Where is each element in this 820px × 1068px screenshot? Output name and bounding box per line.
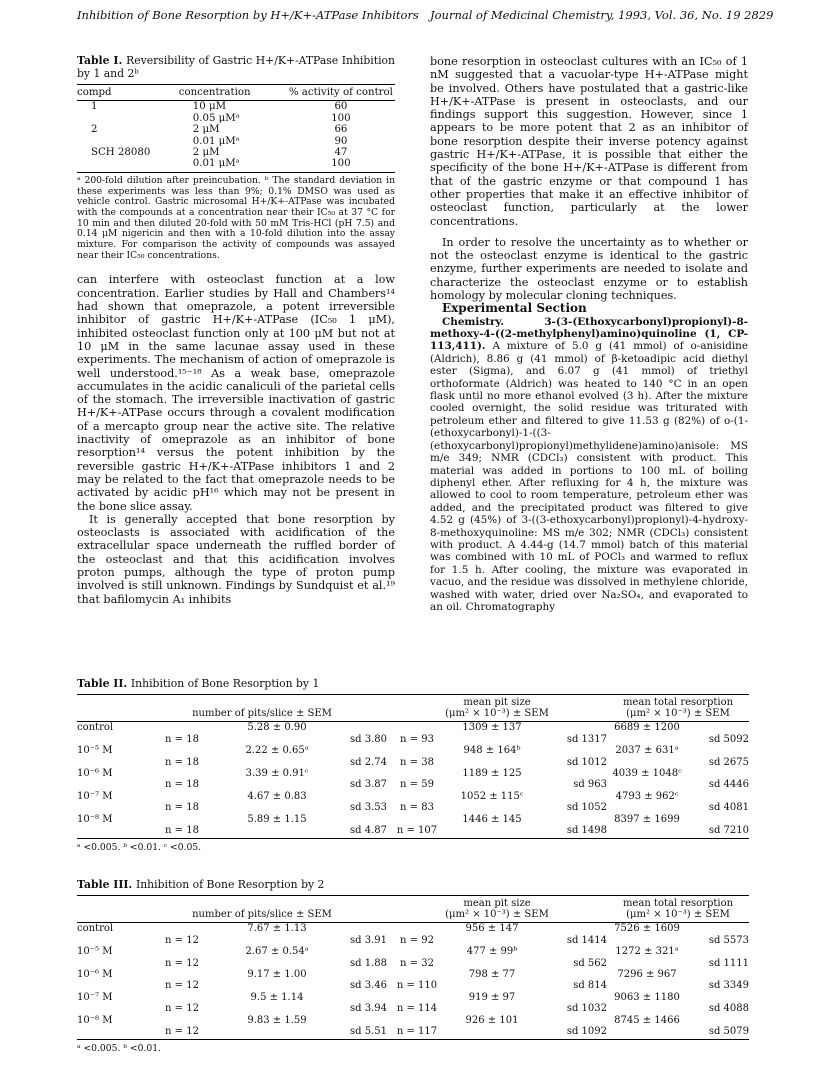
table-cell: 2.67 ± 0.54ᵃ [245, 946, 309, 958]
table2 [77, 694, 749, 840]
table-cell: 1309 ± 137 [462, 722, 522, 734]
table-cell: sd 3.87 [350, 779, 387, 791]
table-cell: sd 1032 [566, 1003, 607, 1015]
table-cell: 4793 ± 962ᶜ [615, 790, 679, 802]
table-cell: n = 12 [165, 957, 199, 969]
table-cell: n = 18 [165, 733, 199, 745]
table-cell: 1272 ± 321ᵃ [615, 946, 679, 958]
table-row [77, 101, 395, 113]
table1-header-row [77, 85, 395, 101]
table3-col-size [387, 895, 607, 923]
table-row [77, 802, 749, 813]
left-column [77, 55, 395, 606]
table-cell: 66 [334, 124, 348, 136]
table-cell: sd 1092 [537, 1026, 607, 1040]
table-cell: n = 93 [400, 733, 434, 745]
table2-col-total-line2: (μm² × 10⁻³) ± SEM [626, 707, 730, 719]
body-paragraph: It is generally accepted that bone resorption by osteoclasts is associated with acidification of the extracellular space underneath the ruffled border of the osteoclast and that this acidification involves proton pumps, although the type of proton pump involved is still unknown. Findings by Sundquist et al.¹⁹ that bafilomycin A₁ inhibits [77, 512, 395, 606]
table3-col-pits: number of pits/slice ± SEM [137, 895, 387, 923]
table-cell: 2 [91, 124, 98, 136]
table2-caption [77, 678, 749, 691]
table-row [77, 113, 395, 124]
table1 [77, 84, 395, 173]
table-cell: sd 5079 [687, 1026, 749, 1040]
table-row [77, 791, 749, 802]
table-cell: 1446 ± 145 [462, 813, 522, 825]
table-cell: 5.89 ± 1.15 [247, 813, 307, 825]
table1-col-compd: compd [77, 85, 179, 101]
table-cell: 926 ± 101 [465, 1014, 519, 1026]
table-cell: sd 3.46 [350, 980, 387, 992]
table-cell: sd 5573 [708, 934, 749, 946]
table-cell: 9.5 ± 1.14 [250, 991, 304, 1003]
table-cell: sd 1052 [566, 802, 607, 814]
table2-footnote: ᵃ <0.005. ᵇ <0.01. ᶜ <0.05. [77, 842, 202, 854]
table-cell: sd 562 [573, 957, 607, 969]
table-cell: 1052 ± 115ᶜ [460, 790, 524, 802]
table-cell: sd 1498 [537, 825, 607, 839]
table-row [77, 958, 749, 969]
dose-label: 10⁻⁶ M [77, 767, 113, 779]
table-cell: n = 18 [165, 756, 199, 768]
table-row [77, 745, 749, 756]
table-cell: 4.67 ± 0.83 [247, 790, 307, 802]
table-row [77, 992, 749, 1003]
table-row [77, 768, 749, 779]
table-cell: n = 18 [165, 802, 199, 814]
table-row [77, 1003, 749, 1014]
table-cell: sd 3.53 [350, 802, 387, 814]
table1-footnote: ᵃ 200-fold dilution after preincubation. ᵇ The standard deviation in these experiments was less than 9%; 0.1% DMSO was used as vehicle control. Gastric microsomal H+/K+-ATPase was incubated with the compounds at a concentration near their IC₅₀ at 37 °C for 10 min and then diluted 20-fold with 50 mM Tris-HCl (pH 7.5) and 0.14 μM nigericin and then with a 10-fold dilution into the assay mixture. For comparison the activity of compounds was assayed near their IC₅₀ concentrations. [77, 174, 395, 261]
table-cell: sd 4088 [708, 1003, 749, 1015]
table-cell: 7.67 ± 1.13 [247, 923, 307, 935]
table-cell: sd 3349 [708, 980, 749, 992]
table2-col-size-line2: (μm² × 10⁻³) ± SEM [445, 707, 549, 719]
table-row [77, 779, 749, 790]
table-row [77, 147, 395, 158]
table-cell: n = 32 [400, 957, 434, 969]
table2-label: Table II. [77, 677, 128, 690]
table-cell: n = 18 [165, 779, 199, 791]
table-cell: sd 4081 [708, 802, 749, 814]
table2-col-size [387, 694, 607, 722]
table2-col-size-line1: mean pit size [463, 696, 531, 708]
table-cell: sd 2.74 [350, 756, 387, 768]
table-cell: 90 [334, 135, 348, 147]
table-cell: n = 38 [400, 756, 434, 768]
table-cell: 60 [334, 101, 348, 113]
table-cell: 2.22 ± 0.65ᵃ [245, 745, 309, 757]
table-cell: n = 92 [400, 934, 434, 946]
table-cell: 2 μM [192, 147, 220, 159]
table3-col-size-line1: mean pit size [463, 897, 531, 909]
table3-label: Table III. [77, 878, 133, 891]
table-row [77, 825, 749, 839]
table-cell: 100 [331, 112, 351, 124]
table2-col-total-line1: mean total resorption [622, 696, 734, 708]
table-cell: sd 4.87 [327, 825, 387, 839]
table-row [77, 136, 395, 147]
table-cell: sd 1317 [566, 733, 607, 745]
table-cell: n = 18 [137, 825, 227, 839]
experimental-paragraph [430, 316, 748, 614]
table3-title: Inhibition of Bone Resorption by 2 [135, 878, 325, 891]
table-cell: n = 110 [396, 980, 438, 992]
table-cell: 1 [91, 101, 98, 113]
dose-label: control [77, 923, 114, 935]
table-cell: 100 [287, 158, 395, 172]
table-row [77, 969, 749, 980]
dose-label: 10⁻⁷ M [77, 790, 113, 802]
table-cell: n = 12 [137, 1026, 227, 1040]
table-cell: 6689 ± 1200 [614, 722, 680, 734]
table-row [77, 923, 749, 935]
table-cell: sd 3.91 [350, 934, 387, 946]
table-row [77, 124, 395, 135]
table-cell: n = 59 [400, 779, 434, 791]
table-row [77, 1026, 749, 1040]
table-cell: 798 ± 77 [468, 968, 516, 980]
table-cell: n = 117 [387, 1026, 447, 1040]
table-cell: 1189 ± 125 [462, 767, 522, 779]
dose-label: 10⁻⁷ M [77, 991, 113, 1003]
table-row [77, 1015, 749, 1026]
table2-col-total [607, 694, 749, 722]
table-cell: sd 1111 [708, 957, 749, 969]
table-cell: sd 3.80 [350, 733, 387, 745]
dose-label: 10⁻⁶ M [77, 968, 113, 980]
table1-col-activity: % activity of control [287, 85, 395, 101]
experimental-heading: Chemistry. 3-(3-(Ethoxycarbonyl)propionyl)-8-methoxy-4-((2-methylphenyl)amino)quinoline (1, CP-113,411). [430, 315, 748, 353]
table-cell: 10 μM [192, 101, 227, 113]
table-cell: sd 1.88 [350, 957, 387, 969]
table3-header-row [77, 895, 749, 923]
table-cell: sd 5092 [708, 733, 749, 745]
section-title: Experimental Section [442, 301, 587, 316]
dose-label: 10⁻⁵ M [77, 745, 113, 757]
table-cell: n = 114 [396, 1003, 438, 1015]
table3-col-total [607, 895, 749, 923]
table-row [77, 158, 395, 172]
table-row [77, 757, 749, 768]
experimental-body: A mixture of 5.0 g (41 mmol) of o-anisidine (Aldrich), 8.86 g (41 mmol) of β-ketoadipic acid diethyl ester (Sigma), and 6.07 g (41 mmol) of triethyl orthoformate (Aldrich) was heated to 140 °C in an open flask until no more ethanol evolved (3 h). After the mixture cooled overnight, the solid residue was triturated with petroleum ether and filtered to give 11.53 g (82%) of o-(1-(ethoxycarbonyl)-1-((3-(ethoxycarbonyl)propionyl)methylidene)amino)anisole: MS m/e 349; NMR (CDCl₃) consistent with product. This material was added in portions to 100 mL of boiling diphenyl ether. After refluxing for 4 h, the mixture was allowed to cool to room temperature, petroleum ether was added, and the precipitated product was filtered to give 4.52 g (45%) of 3-((3-ethoxycarbonyl)propionyl)-4-hydroxy-8-methoxyquinoline: MS m/e 302; NMR (CDCl₃) consistent with product. A 4.44-g (14.7 mmol) batch of this material was combined with 10 mL of POCl₃ and warmed to reflux for 1.5 h. After cooling, the mixture was evaporated in vacuo, and the residue was dissolved in methylene chloride, washed with water, dried over Na₂SO₄, and evaporated to an oil. Chromatography [430, 340, 748, 613]
table-row [77, 946, 749, 957]
table-cell: 8745 ± 1466 [614, 1014, 680, 1026]
table-cell: sd 963 [573, 779, 607, 791]
table-cell: sd 3.94 [350, 1003, 387, 1015]
table-cell: 8397 ± 1699 [614, 813, 680, 825]
table-cell: sd 1414 [566, 934, 607, 946]
table1-caption [77, 55, 395, 80]
table-cell [77, 136, 179, 147]
table3-block [77, 879, 749, 1054]
right-column [430, 55, 748, 613]
table-cell: n = 83 [400, 802, 434, 814]
table1-title: Reversibility of Gastric H+/K+-ATPase Inhibition by 1 and 2ᵇ [77, 54, 395, 80]
table3-caption [77, 879, 749, 892]
table3-footnote: ᵃ <0.005. ᵇ <0.01. [77, 1043, 161, 1055]
table-cell: SCH 28080 [91, 147, 151, 159]
table-cell: sd 4446 [708, 779, 749, 791]
table-cell: 2037 ± 631ᵃ [615, 745, 679, 757]
dose-label: 10⁻⁸ M [77, 813, 113, 825]
table2-title: Inhibition of Bone Resorption by 1 [130, 677, 320, 690]
table-row [77, 734, 749, 745]
table-cell [77, 113, 179, 124]
table1-label: Table I. [77, 54, 123, 67]
table-cell: 0.01 μMᵃ [192, 135, 240, 147]
table-row [77, 722, 749, 734]
table-cell: 2 μM [192, 124, 220, 136]
table-cell: 0.05 μMᵃ [192, 112, 240, 124]
dose-label: control [77, 722, 114, 734]
table-cell: 4039 ± 1048ᶜ [612, 767, 682, 779]
table2-block [77, 678, 749, 853]
table-cell: sd 2675 [708, 756, 749, 768]
table-cell [77, 158, 179, 172]
table3-col-total-line2: (μm² × 10⁻³) ± SEM [626, 908, 730, 920]
table-cell: 9063 ± 1180 [614, 991, 680, 1003]
table3-col-total-line1: mean total resorption [622, 897, 734, 909]
table-cell: n = 107 [387, 825, 447, 839]
table3-col-size-line2: (μm² × 10⁻³) ± SEM [445, 908, 549, 920]
table-cell: 919 ± 97 [468, 991, 516, 1003]
table-cell: sd 7210 [687, 825, 749, 839]
table-cell: 956 ± 147 [465, 923, 519, 935]
table-row [77, 935, 749, 946]
table-cell: 7526 ± 1609 [614, 923, 680, 935]
dose-label: 10⁻⁵ M [77, 946, 113, 958]
table-cell: n = 12 [165, 980, 199, 992]
table-cell: n = 12 [165, 1003, 199, 1015]
table-cell: 9.17 ± 1.00 [247, 968, 307, 980]
table-cell: sd 5.51 [327, 1026, 387, 1040]
table-cell: sd 814 [573, 980, 607, 992]
table-cell: sd 1012 [566, 756, 607, 768]
table-cell: n = 12 [165, 934, 199, 946]
table-cell: 477 ± 99ᵇ [466, 946, 518, 958]
table2-col-pits: number of pits/slice ± SEM [137, 694, 387, 722]
dose-label: 10⁻⁸ M [77, 1014, 113, 1026]
body-paragraph: can interfere with osteoclast function at a low concentration. Earlier studies by Hall and Chambers¹⁴ had shown that omeprazole, a potent irreversible inhibitor of gastric H+/K+-ATPase (IC₅₀ 1 μM), inhibited osteoclast function only at 100 μM but not at 10 μM in the same lacunae assay used in these experiments. The mechanism of action of omeprazole is well understood.¹⁵⁻¹⁸ As a weak base, omeprazole accumulates in the acidic canaliculi of the parietal cells of the stomach. The irreversible inactivation of gastric H+/K+-ATPase occurs through a covalent modification of a mercapto group near the active site. The relative inactivity of omeprazole as an inhibitor of bone resorption¹⁴ versus the potent inhibition by the reversible gastric H+/K+-ATPase inhibitors 1 and 2 may be related to the fact that omeprazole needs to be activated by acidic pH¹⁶ which may not be present in the bone slice assay. [77, 273, 395, 513]
table-cell: 0.01 μMᵃ [179, 158, 287, 172]
table2-header-row [77, 694, 749, 722]
table-cell: 7296 ± 967 [617, 968, 677, 980]
body-paragraph: bone resorption in osteoclast cultures with an IC₅₀ of 1 nM suggested that a vacuolar-type H+-ATPase might be involved. Others have postulated that a gastric-like H+/K+-ATPase is present in osteoclasts, and our findings support this suggestion. However, since 1 appears to be more potent that 2 as an inhibitor of bone resorption despite their inverse potency against gastric H+/K+-ATPase, it is possible that either the specificity of the bone H+/K+-ATPase is different from that of the gastric enzyme or that compound 1 has other properties that make it an effective inhibitor of osteoclast function, particularly at the lower concentrations. [430, 55, 748, 228]
table-cell: 3.39 ± 0.91ᶜ [245, 767, 309, 779]
table-cell: 9.83 ± 1.59 [247, 1014, 307, 1026]
table3 [77, 895, 749, 1041]
body-paragraph: In order to resolve the uncertainty as to whether or not the osteoclast enzyme is identical to the gastric enzyme, further experiments are needed to isolate and characterize the osteoclast enzyme or to establish homology by molecular cloning techniques. [430, 235, 748, 303]
table-cell: 47 [334, 147, 348, 159]
table-cell: 5.28 ± 0.90 [247, 722, 307, 734]
table-cell: 948 ± 164ᵇ [463, 745, 521, 757]
running-header-right: Journal of Medicinal Chemistry, 1993, Vol. 36, No. 19 2829 [430, 8, 774, 22]
table-row [77, 980, 749, 991]
running-header-left: Inhibition of Bone Resorption by H+/K+-ATPase Inhibitors [77, 8, 419, 22]
table1-col-concentration: concentration [179, 85, 287, 101]
table-row [77, 814, 749, 825]
